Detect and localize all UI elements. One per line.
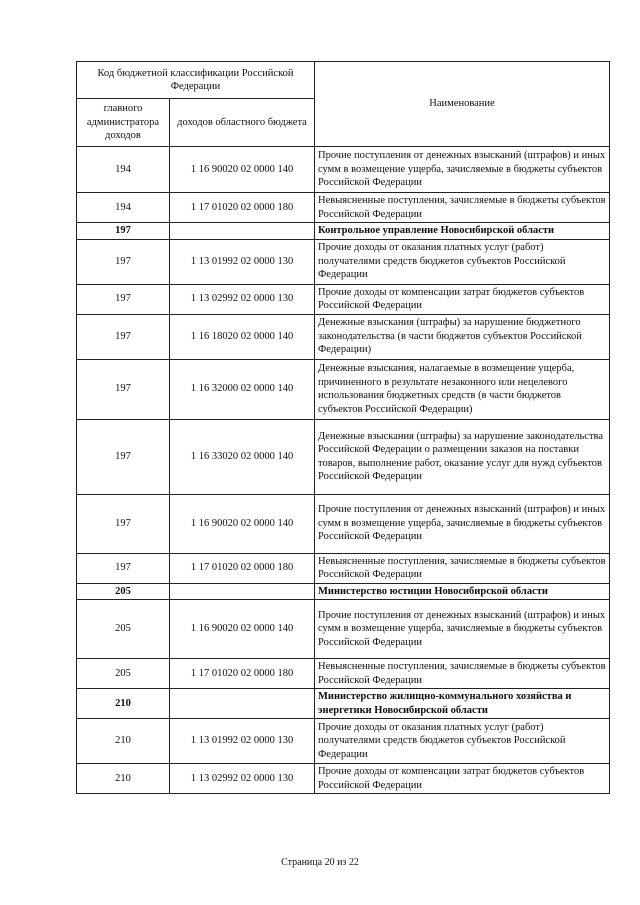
table-row [77,494,610,553]
table-row [77,764,610,794]
name-cell: Денежные взыскания (штрафы) за нарушение бюджетного законодательства (в части бюджетов субъектов Российской Федерации) [315,314,610,359]
admin-code-cell: 194 [77,147,170,193]
table-row [77,284,610,314]
name-cell: Денежные взыскания, налагаемые в возмещение ущерба, причиненного в результате незаконного или нецелевого использования бюджетных средств (в части бюджетов субъектов Российской Федерации) [315,359,610,419]
header-admin: главного администратора доходов [77,99,170,147]
header-name: Наименование [315,62,610,147]
name-cell: Прочие поступления от денежных взысканий (штрафов) и иных сумм в возмещение ущерба, зачисляемые в бюджеты субъектов Российской Федерации [315,147,610,193]
income-code-cell: 1 16 33020 02 0000 140 [170,419,315,494]
table-row [77,600,610,659]
admin-code-cell: 205 [77,600,170,659]
table-body [77,147,610,794]
table-section-row [77,223,610,240]
income-code-cell: 1 17 01020 02 0000 180 [170,659,315,689]
table-row [77,314,610,359]
income-code-cell [170,223,315,240]
header-income-code: доходов областного бюджета [170,99,315,147]
income-code-cell: 1 16 18020 02 0000 140 [170,314,315,359]
name-cell: Прочие доходы от оказания платных услуг (работ) получателями средств бюджетов субъектов Российской Федерации [315,239,610,284]
income-code-cell: 1 16 90020 02 0000 140 [170,147,315,193]
table-row [77,147,610,193]
admin-code-cell: 197 [77,284,170,314]
table-row [77,239,610,284]
admin-code-cell: 197 [77,239,170,284]
name-cell: Прочие доходы от компенсации затрат бюджетов субъектов Российской Федерации [315,764,610,794]
income-code-cell: 1 16 90020 02 0000 140 [170,494,315,553]
table-header [77,62,610,147]
name-cell: Контрольное управление Новосибирской области [315,223,610,240]
income-code-cell: 1 13 01992 02 0000 130 [170,719,315,764]
admin-code-cell: 197 [77,553,170,583]
name-cell: Министерство жилищно-коммунального хозяйства и энергетики Новосибирской области [315,689,610,719]
income-code-cell [170,583,315,600]
income-code-cell [170,689,315,719]
income-code-cell: 1 13 02992 02 0000 130 [170,284,315,314]
admin-code-cell: 194 [77,193,170,223]
name-cell: Прочие поступления от денежных взысканий (штрафов) и иных сумм в возмещение ущерба, зачисляемые в бюджеты субъектов Российской Федерации [315,494,610,553]
income-code-cell: 1 17 01020 02 0000 180 [170,553,315,583]
admin-code-cell: 210 [77,764,170,794]
income-code-cell: 1 16 32000 02 0000 140 [170,359,315,419]
table-row [77,359,610,419]
table-row [77,719,610,764]
name-cell: Невыясненные поступления, зачисляемые в бюджеты субъектов Российской Федерации [315,659,610,689]
admin-code-cell: 210 [77,719,170,764]
table-row [77,659,610,689]
admin-code-cell: 197 [77,223,170,240]
page-number: Страница 20 из 22 [281,857,359,868]
income-code-cell: 1 13 02992 02 0000 130 [170,764,315,794]
admin-code-cell: 197 [77,419,170,494]
income-code-cell: 1 13 01992 02 0000 130 [170,239,315,284]
table-section-row [77,583,610,600]
admin-code-cell: 205 [77,583,170,600]
admin-code-cell: 197 [77,494,170,553]
budget-classification-table [76,61,610,794]
name-cell: Министерство юстиции Новосибирской области [315,583,610,600]
income-code-cell: 1 17 01020 02 0000 180 [170,193,315,223]
name-cell: Невыясненные поступления, зачисляемые в бюджеты субъектов Российской Федерации [315,193,610,223]
admin-code-cell: 197 [77,359,170,419]
admin-code-cell: 205 [77,659,170,689]
table-row [77,193,610,223]
name-cell: Денежные взыскания (штрафы) за нарушение законодательства Российской Федерации о размещении заказов на поставки товаров, выполнение работ, оказание услуг для нужд субъектов Российской Федерации [315,419,610,494]
income-code-cell: 1 16 90020 02 0000 140 [170,600,315,659]
admin-code-cell: 197 [77,314,170,359]
name-cell: Невыясненные поступления, зачисляемые в бюджеты субъектов Российской Федерации [315,553,610,583]
name-cell: Прочие доходы от оказания платных услуг (работ) получателями средств бюджетов субъектов Российской Федерации [315,719,610,764]
table-row [77,553,610,583]
table-row [77,419,610,494]
admin-code-cell: 210 [77,689,170,719]
header-code-group: Код бюджетной классификации Российской Федерации [77,62,315,99]
table-section-row [77,689,610,719]
name-cell: Прочие поступления от денежных взысканий (штрафов) и иных сумм в возмещение ущерба, зачисляемые в бюджеты субъектов Российской Федерации [315,600,610,659]
name-cell: Прочие доходы от компенсации затрат бюджетов субъектов Российской Федерации [315,284,610,314]
